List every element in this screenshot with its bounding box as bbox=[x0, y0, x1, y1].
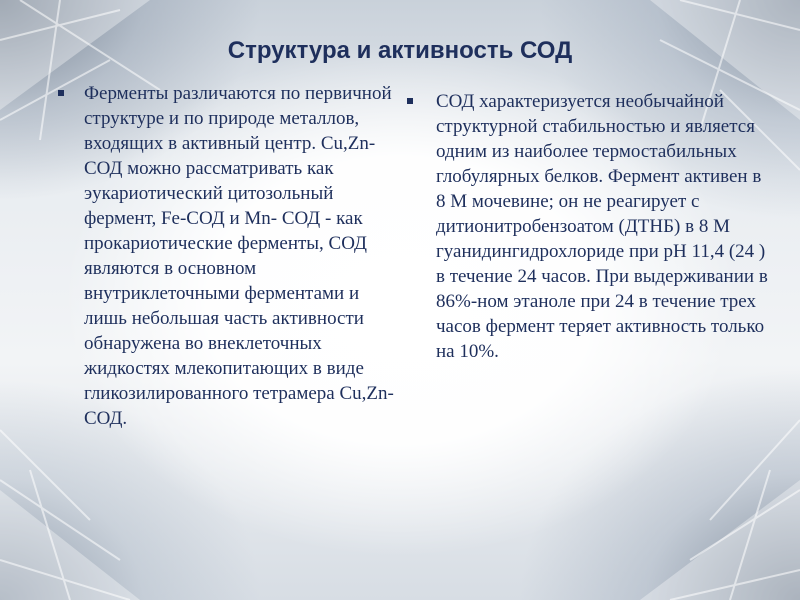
slide-title: Структура и активность СОД bbox=[227, 37, 573, 64]
square-bullet-icon bbox=[407, 98, 413, 104]
square-bullet-icon bbox=[58, 90, 64, 96]
left-column-text: Ферменты различаются по первичной структуре и по природе металлов, входящих в активный центр. Cu,Zn-СОД можно рассматривать как эукариотический цитозольный фермент, Fe-СОД и Mn- СОД - как прокариотические ферменты, СОД являются в основном внутриклеточными ферментами и лишь небольшая часть активности обнаружена во внеклеточных жидкостях млекопитающих в виде гликозилированного тетрамера Cu,Zn-СОД. bbox=[84, 83, 394, 429]
right-column-text: СОД характеризуется необычайной структурной стабильностью и является одним из наиболее термостабильных глобулярных белков. Фермент активен в 8 М мочевине; он не реагирует с дитионитробензоатом (ДТНБ) в 8 М гуанидингидрохлориде при pH 11,4 (24 ) в течение 24 часов. При выдерживании в 86%-ном этаноле при 24 в течение трех часов фермент теряет активность только на 10%. bbox=[436, 91, 768, 362]
